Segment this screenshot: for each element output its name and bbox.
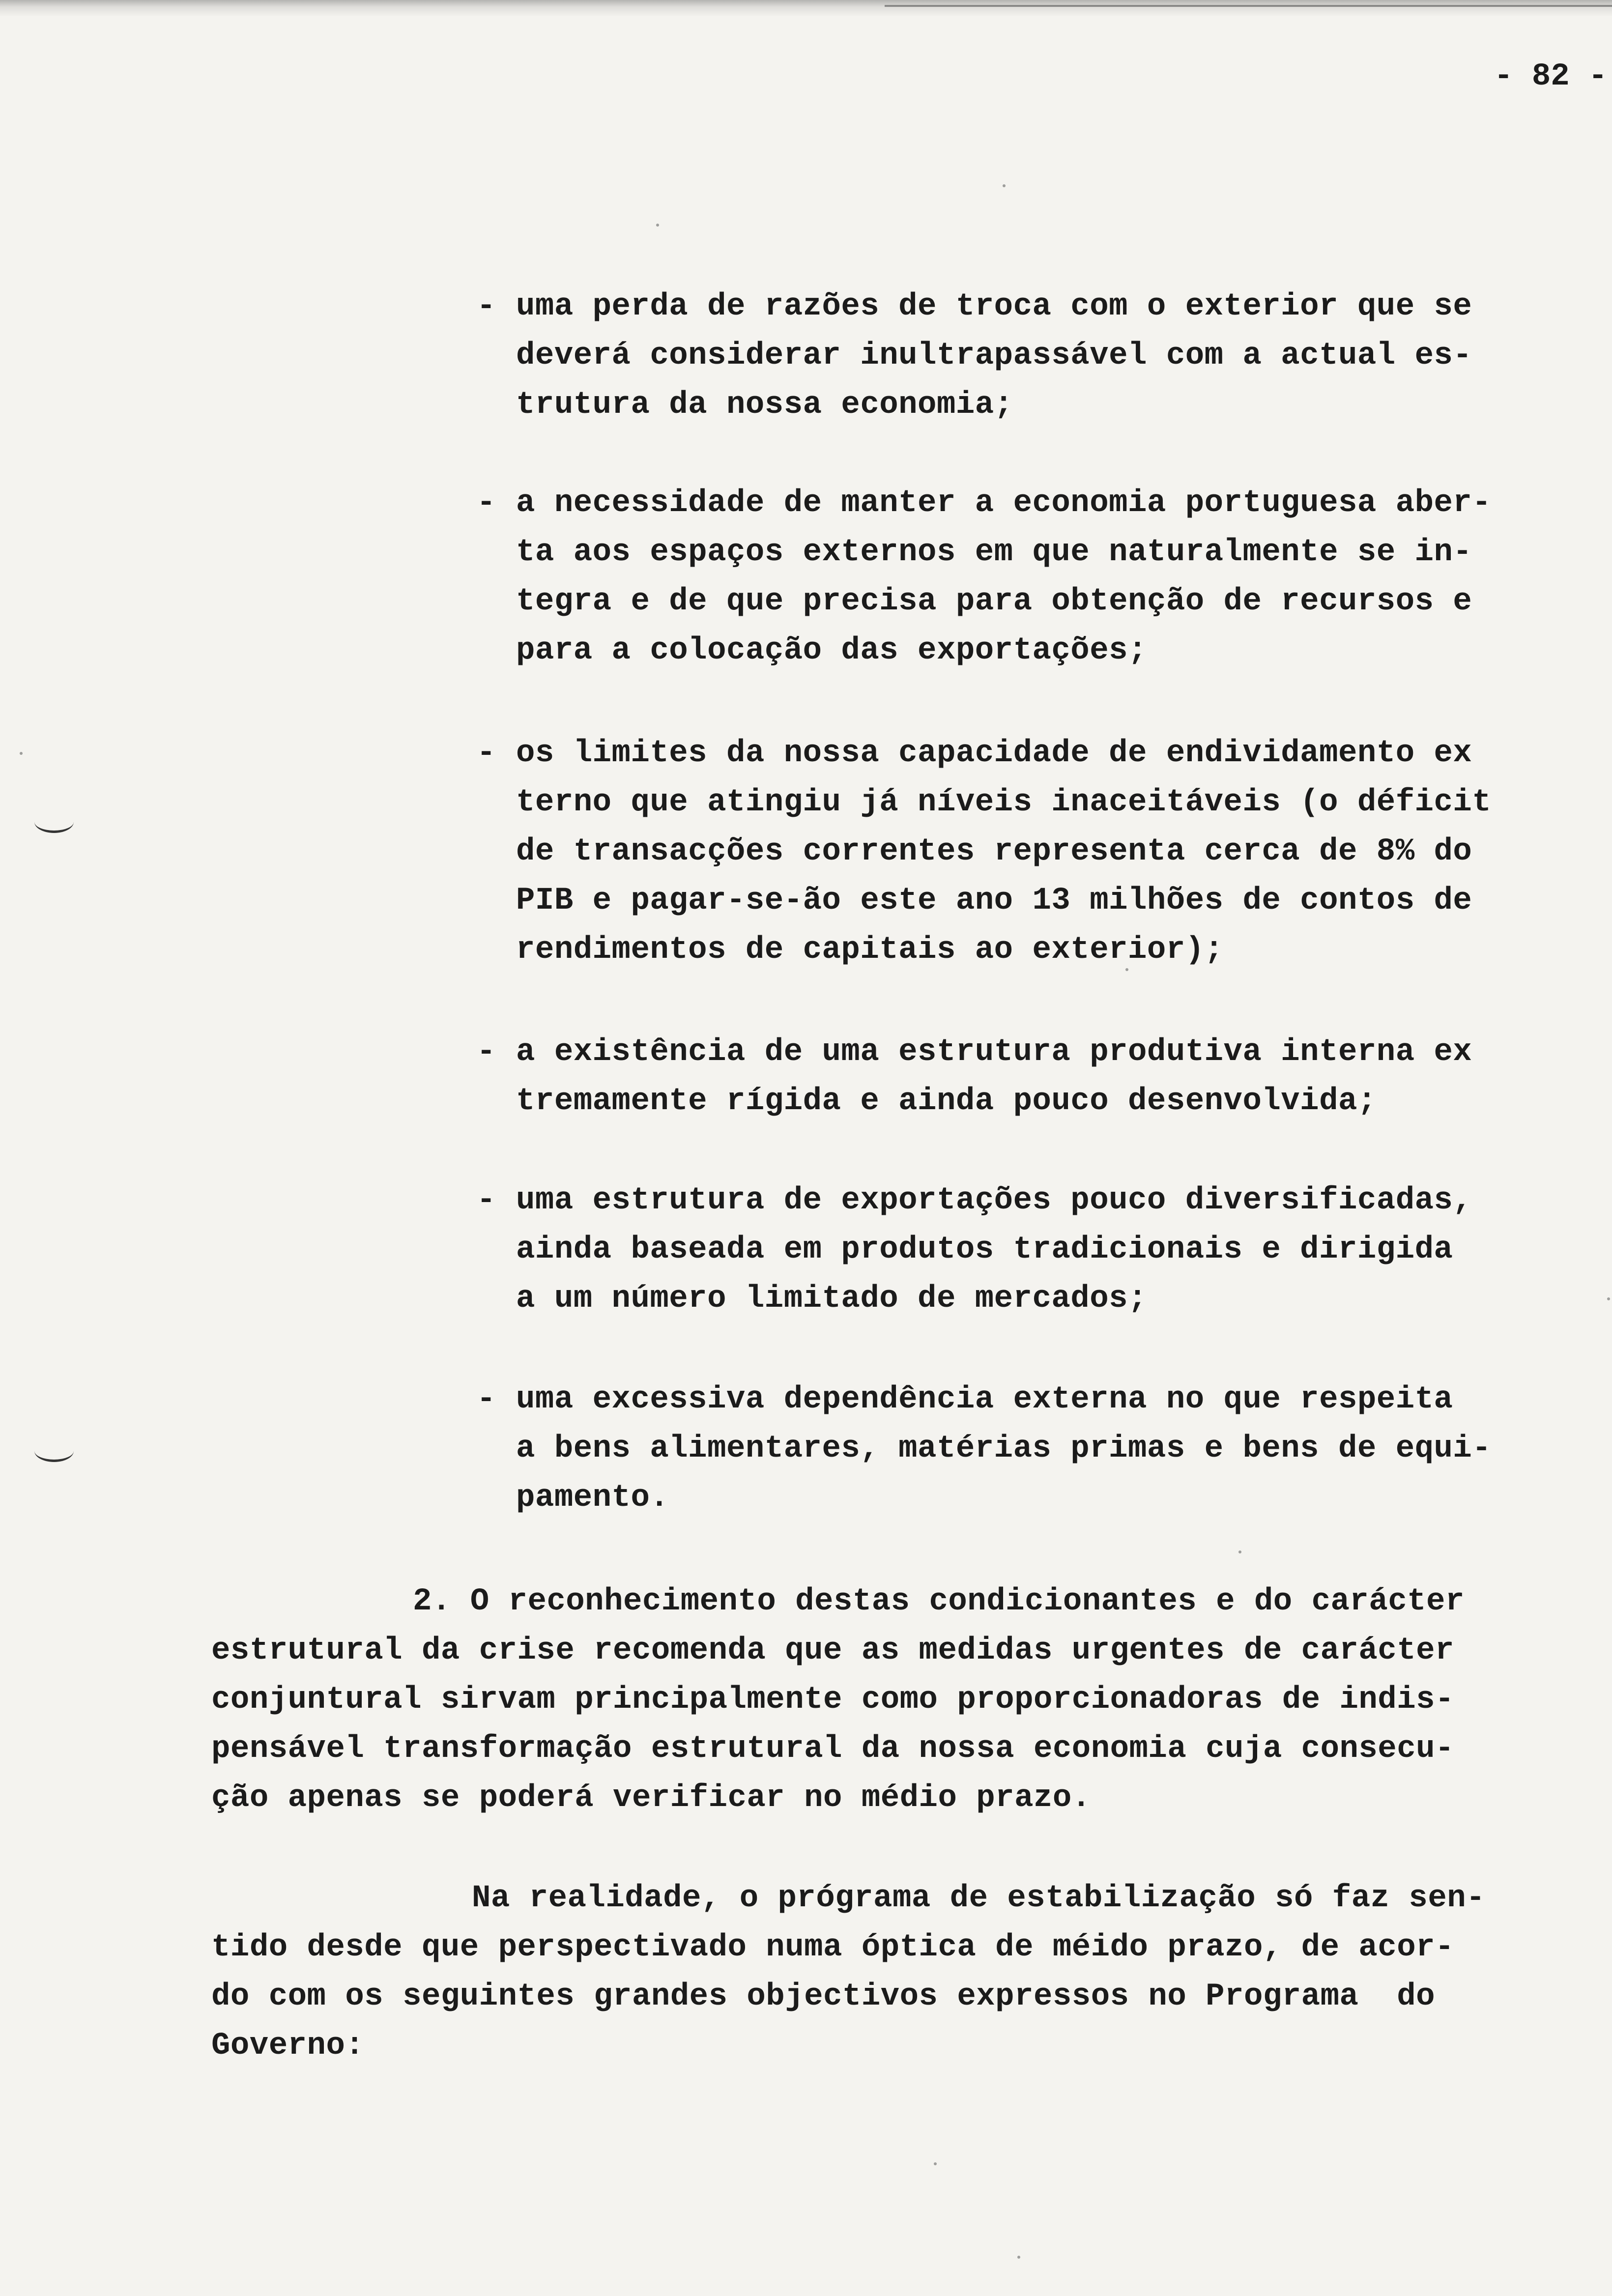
bullet-marker: - [477, 1382, 496, 1417]
scan-top-edge [0, 0, 1612, 17]
bullet-line: a existência de uma estrutura produtiva interna ex [516, 1034, 1472, 1070]
binder-hole-mark [34, 811, 74, 833]
scan-speck [1607, 1297, 1610, 1300]
paragraph-line: pensável transformação estrutural da nossa economia cuja consecu- [211, 1731, 1454, 1767]
paragraph-line: 2. O reconhecimento destas condicionantes e do carácter [413, 1584, 1465, 1619]
bullet-line: terno que atingiu já níveis inaceitáveis (o déficit [516, 785, 1492, 820]
page-number: - 82 - [1494, 59, 1608, 94]
bullet-line: a necessidade de manter a economia portuguesa aber- [516, 486, 1492, 521]
paragraph-line: tido desde que perspectivado numa óptica de méido prazo, de acor- [211, 1930, 1454, 1965]
bullet-line: ta aos espaços externos em que naturalmente se in- [516, 535, 1472, 570]
scan-speck [1017, 2256, 1020, 2259]
bullet-line: ainda baseada em produtos tradicionais e dirigida [516, 1232, 1453, 1267]
bullet-line: rendimentos de capitais ao exterior); [516, 932, 1224, 968]
bullet-marker: - [477, 1183, 496, 1218]
bullet-line: a um número limitado de mercados; [516, 1281, 1147, 1317]
bullet-line: para a colocação das exportações; [516, 633, 1147, 668]
bullet-line: deverá considerar inultrapassável com a actual es- [516, 338, 1472, 373]
scan-top-rule [885, 5, 1612, 7]
scan-speck [656, 224, 659, 227]
scan-speck [20, 752, 23, 755]
bullet-line: PIB e pagar-se-ão este ano 13 milhões de contos de [516, 883, 1472, 918]
scan-speck [934, 2162, 937, 2165]
bullet-line: uma perda de razões de troca com o exterior que se [516, 289, 1472, 324]
paragraph-line: estrutural da crise recomenda que as medidas urgentes de carácter [211, 1633, 1454, 1668]
bullet-marker: - [477, 1034, 496, 1070]
scan-speck [1238, 1550, 1241, 1553]
paragraph-line: ção apenas se poderá verificar no médio prazo. [211, 1780, 1091, 1816]
paragraph-line: Governo: [211, 2028, 365, 2064]
bullet-marker: - [477, 736, 496, 771]
bullet-line: uma estrutura de exportações pouco diversificadas, [516, 1183, 1472, 1218]
paragraph-line: conjuntural sirvam principalmente como proporcionadoras de indis- [211, 1682, 1454, 1718]
bullet-line: os limites da nossa capacidade de endividamento ex [516, 736, 1472, 771]
bullet-line: a bens alimentares, matérias primas e bens de equi- [516, 1431, 1492, 1466]
scan-speck [1125, 968, 1128, 971]
scan-speck [1003, 184, 1006, 187]
bullet-line: tremamente rígida e ainda pouco desenvolvida; [516, 1084, 1377, 1119]
paragraph-line: Na realidade, o prógrama de estabilização só faz sen- [472, 1881, 1486, 1916]
bullet-line: uma excessiva dependência externa no que respeita [516, 1382, 1453, 1417]
bullet-line: pamento. [516, 1480, 669, 1516]
bullet-marker: - [477, 486, 496, 521]
bullet-line: de transacções correntes representa cerca de 8% do [516, 834, 1472, 869]
binder-hole-mark [34, 1440, 74, 1462]
paragraph-line: do com os seguintes grandes objectivos expressos no Programa do [211, 1979, 1435, 2014]
bullet-marker: - [477, 289, 496, 324]
bullet-line: tegra e de que precisa para obtenção de recursos e [516, 584, 1472, 619]
bullet-line: trutura da nossa economia; [516, 387, 1013, 423]
